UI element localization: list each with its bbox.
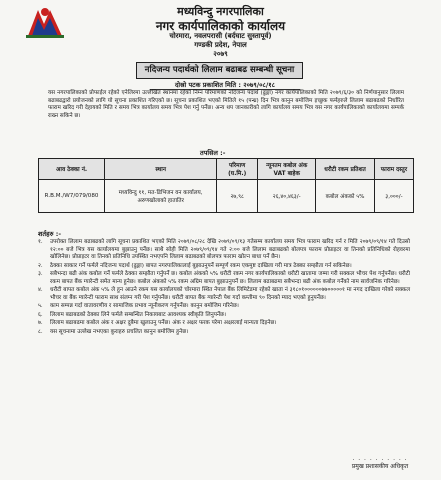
condition-text: सबैभन्दा बढी अंक कबोल गर्ने फर्मले ठेक्का सम्झौता गर्नुपर्ने छ। कबोल अंकको ५% धरौटी रकम नगर कार्यपालिकाको धरौटी खातामा जम्मा गरी सक्कल भौचर पेश गर्नुपर्नेछ। धरौटी रकम बापत बैंक ग्यारेन्टी समेत मान्य हुनेछ। कबोल अंकको ५% रकम अग्रिम बापत बुझाउनुपर्ने छ। लिलाम बढाबढमा सबैभन्दा बढी अंक कबोल गर्नेको नाम सार्वजनिक गरिनेछ। [50, 271, 410, 285]
table-row [39, 180, 414, 213]
condition-text: ठेक्का साकार गर्ने फर्मले नदिजन्य पदार्थ (ढुङ्गा) बापत नगरपालिकालाई बुझाउनुपर्ने सम्पूर्ण रकम एकमुष्ट दाखिला गरी मात्र ठेक्का सम्झौता गर्न सकिनेछ। [50, 262, 352, 269]
table-header-row [39, 159, 414, 180]
cell-deposit: कबोल अंकको ५% [316, 180, 375, 213]
office-address: चोरमारा, नवलपरासी (बर्दघाट सुस्तापूर्व) [169, 32, 272, 40]
signature-line: . . . . . . . . . . [352, 455, 408, 462]
header-deposit: धरौटी रकम प्रतिशत [316, 159, 375, 180]
condition-text: लिलाम बढाबढको ठेक्का लिने फर्मले सम्बन्धित निकायबाट आवश्यक स्वीकृति लिनुपर्नेछ। [50, 311, 227, 318]
condition-number: ७. [38, 320, 43, 326]
condition-number: २. [38, 262, 43, 269]
cell-min-bid: २६,४०,४६३/- [258, 180, 316, 213]
signature-block [340, 455, 420, 470]
province-name: गण्डकी प्रदेश, नेपाल [194, 41, 247, 49]
condition-item [38, 312, 410, 320]
header-location: स्थान [105, 159, 217, 180]
condition-number: ८. [38, 328, 43, 335]
municipality-name: मध्यविन्दु नगरपालिका [177, 5, 264, 18]
condition-item [38, 320, 410, 328]
condition-number: ६. [38, 311, 43, 318]
condition-item [38, 239, 410, 262]
year: २०७९ [213, 50, 228, 58]
cell-quantity: २७,९८ [217, 180, 258, 213]
intro-paragraph: यस नगरपालिकाको प्रोफाईल रहेको एनेलिरमा उल्लेखित स्थानमा रहेको निम्न परिमाणको नदिजन्य पदार्थ (ढुङ्गा) नगर कार्यपालिकाको मिति २०७९/६/३० को निर्णयानुसार लिलाम बढाबढद्वारो प्रयोजनको लागि यो सूचना प्रकाशित गरिएको छ। सूचना प्रकाशित भएको मितिले १५ (पन्ध्र) दिन भित्र कानुन बमोजिम इच्छुक फर्महरुले लिलाम बढाबढको निर्धारित फाराम खरिद गरी देहायको मिति र समय भित्र कार्यालय समय भित्र पेश गर्नु पर्नेछ। अन्य थप जानकारीको लागि कार्यालय समय भित्र यस नगर कार्यपालिकाको कार्यालयमा सम्पर्क राख्न सकिने छ। [48, 90, 404, 119]
cell-form-fee: ३,०००/- [374, 180, 413, 213]
publish-date: दोस्रो पटक प्रकाशित मिति : २०७९/०८/१८ [150, 80, 300, 90]
lot-table [38, 158, 414, 213]
condition-item [38, 287, 410, 302]
condition-number: १. [38, 239, 43, 245]
office-name: नगर कार्यपालिकाको कार्यालय [155, 19, 286, 33]
cell-contract-no: R.B.M./W7/079/080 [39, 180, 105, 213]
condition-item [38, 263, 410, 271]
condition-number: ५. [38, 303, 43, 309]
signatory-title: प्रमुख प्रशासकीय अधिकृत [351, 463, 409, 470]
condition-item [38, 271, 410, 286]
header-form-fee: फाराम दस्तुर [374, 159, 413, 180]
condition-text: धरौटी बापत कबोल अंक ५% ले हुन आउने रकम यस कार्यालयको चोरमारा स्थित नेपाल बैंक लिमिटेडमा रहेको खाता नं ३१८०१००००००७७०००००१ मा नगद दाखिला गरेको सक्कल भौचर वा बैंक ग्यारेन्टी फाराम साथ संलग्न गरी पेश गर्नुपर्नेछ। धरौटी बापत बैंक ग्यारेन्टी पेश गर्दा कम्तीमा ९० दिनको म्याद भएको हुनुपर्नेछ। [50, 287, 410, 301]
condition-text: लिलाम बढाबढमा कबोल अंक र अक्षर दुबैमा खुलाउनु पर्नेछ। अंक र अक्षर फरक परेमा अक्षरलाई मान्यता दिइनेछ। [50, 320, 277, 326]
header-contract-no: आव ठेक्का नं. [39, 159, 105, 180]
cell-location: मध्यविन्दु ११, मत-डिभिजन वन कार्यालय, अरुणखोलाको हातातिर [105, 180, 217, 213]
condition-item [38, 329, 410, 337]
header-min-bid: न्यूनतम कबोल अंक VAT बाहेक [258, 159, 316, 180]
condition-text: काम सम्पन्न गर्दा वातावरणीय र सामाजिक प्रभाव न्यूनीकरण गर्नुपर्नेछ। कानुन बमोजिम गरिनेछ। [50, 303, 239, 309]
condition-text: यस सूचनामा उल्लेख नभएका कुराहरु प्रचलित कानुन बमोजिम हुनेछ। [50, 328, 189, 335]
conditions-title: शर्तहरु :- [38, 230, 62, 238]
conditions-list [38, 239, 410, 337]
condition-text: उपरोक्त लिलाम बढाबढको लागि सूचना प्रकाशित भएको मिति २०७९/०८/२८ देखि २०७९/०९/१३ गतेसम्म कार्यालय समय भित्र फाराम खरिद गर्न र मिति २०७९/०९/१४ गते दिउसो १२:०० बजे भित्र यस कार्यालयमा बुझाउनु पर्नेछ। साथै सोही मिति २०७९/०९/१४ गते २:०० बजे लिलाम बढाबढको बोलपत्र फाराम प्रोप्राइटर वा तिनको प्रतिनिधिको रोहवरमा खोलिनेछ। प्रोप्राइटर वा तिनको प्रतिनिधि उपस्थित नभएपनि लिलाम बढाबढको बोलपत्र फाराम खोल्न बाधा पर्ने छैन। [50, 239, 410, 260]
notice-title: नदिजन्य पदार्थको लिलाम बढाबढ सम्बन्धी सूचना [136, 62, 303, 79]
header-quantity: परिमाण (घ.मि.) [217, 159, 258, 180]
table-label: तपसिल :- [200, 149, 226, 157]
condition-item [38, 303, 410, 311]
condition-number: ३. [38, 271, 43, 277]
condition-number: ४. [38, 287, 43, 293]
